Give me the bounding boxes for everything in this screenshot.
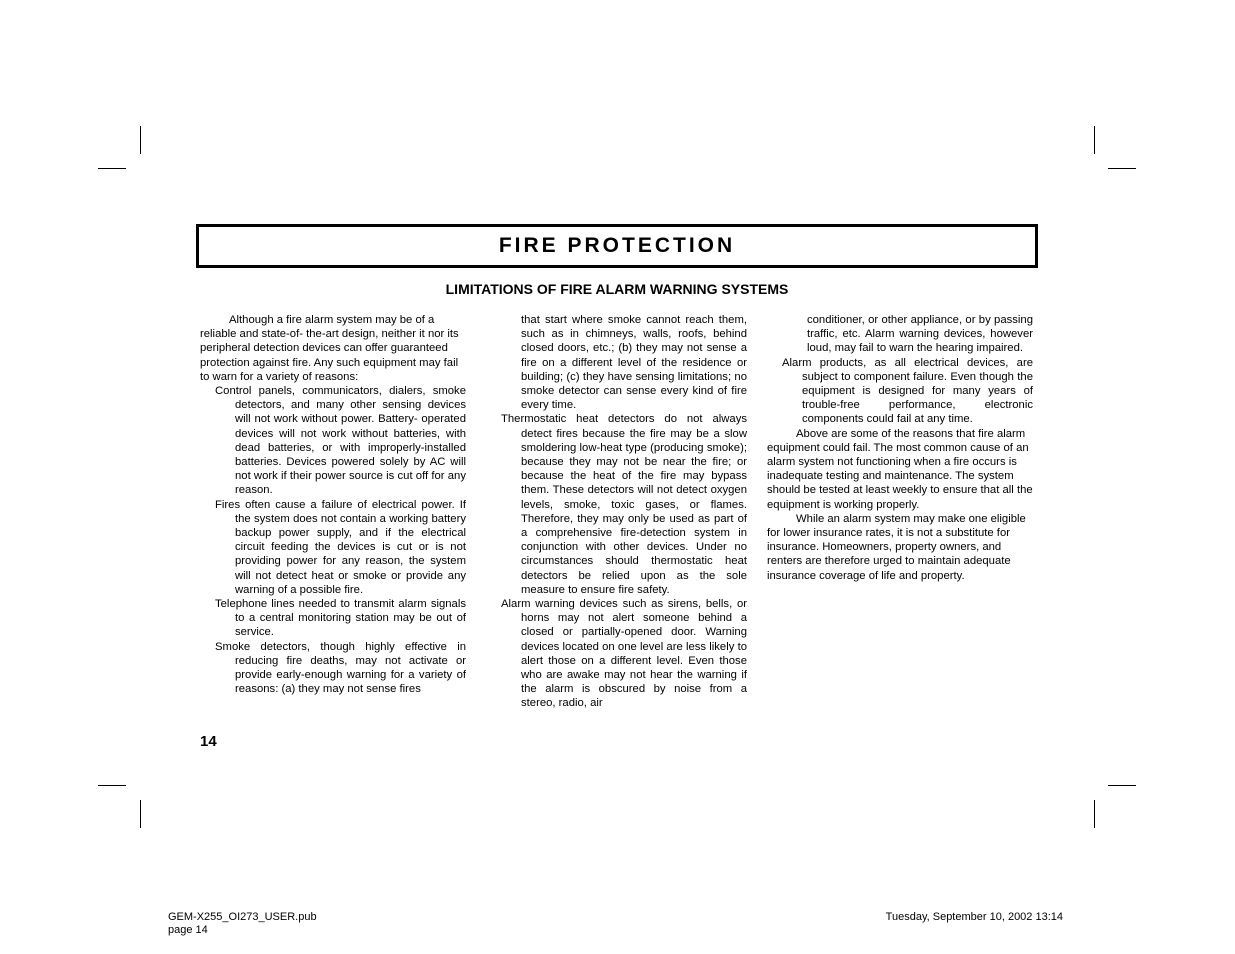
page-number: 14 [200,733,217,750]
crop-mark [140,800,141,828]
list-item: Smoke detectors, though highly effective in reducing fire deaths, may not activate or provide early-enough warning for a variety of reasons: (a) they may not sense fires [215,640,466,696]
crop-mark [98,785,126,786]
page-title: FIRE PROTECTION [498,234,736,257]
text-column-3 [767,313,1033,583]
crop-mark [98,168,126,169]
crop-mark [1108,168,1136,169]
footer-page: page 14 [168,924,208,936]
list-item: Control panels, communicators, dialers, smoke detectors, and many other sensing devices will not work without power. Battery- operated devices will not work without batteries, with dead batteries, or with improperly-installed batteries. Devices powered solely by AC will not work if their power source is cut off for any reason. [215,385,466,497]
list-item: Alarm warning devices such as sirens, bells, or horns may not alert someone behind a closed or partially-opened door. Warning devices located on one level are less likely to alert those on a different level. Even those who are awake may not hear the warning if the alarm is obscured by noise from a stereo, radio, air [501,598,747,710]
list-item: Thermostatic heat detectors do not always detect fires because the fire may be a slow smoldering low-heat type (producing smoke); because they may not be near the fire; or because the heat of the fire may bypass them. These detectors will not detect oxygen levels, smoke, toxic gases, or flames. Therefore, they may only be used as part of a comprehensive fire-detection system in conjunction with other devices. Under no circumstances should thermostatic heat detectors be relied upon as the sole measure to ensure fire safety. [501,413,747,596]
list-item-continuation: conditioner, or other appliance, or by passing traffic, etc. Alarm warning devices, however loud, may fail to warn the hearing impaired. [807,314,1033,355]
crop-mark [1108,785,1136,786]
body-paragraph: Above are some of the reasons that fire alarm equipment could fail. The most common cause of an alarm system not functioning when a fire occurs is inadequate testing and maintenance. The system should be tested at least weekly to ensure that all the equipment is working properly. [767,427,1033,511]
text-column-2 [481,313,747,711]
list-item: Alarm products, as all electrical devices, are subject to component failure. Even though the equipment is designed for many years of trouble-free performance, electronic components could fail at any time. [782,356,1033,426]
list-item: Fires often cause a failure of electrical power. If the system does not contain a working battery backup power supply, and if the electrical circuit feeding the devices is cut or is not providing power for any reason, the system will not detect heat or smoke or provide any warning of a possible fire. [215,498,466,596]
crop-mark [1094,126,1095,154]
page-title-box [196,224,1038,268]
text-column-1 [200,313,466,696]
body-paragraph: While an alarm system may make one eligible for lower insurance rates, it is not a substitute for insurance. Homeowners, property owners, and renters are therefore urged to maintain adequate insurance coverage of life and property. [767,512,1026,582]
crop-mark [140,126,141,154]
footer-timestamp: Tuesday, September 10, 2002 13:14 [885,911,1063,923]
footer-file-info [168,911,317,937]
list-item-continuation: that start where smoke cannot reach them, such as in chimneys, walls, roofs, behind closed doors, etc.; (b) they may not sense a fire on a different level of the residence or building; (c) they have sensing limitations; no smoke detector can sense every kind of fire every time. [521,314,747,412]
list-item: Telephone lines needed to transmit alarm signals to a central monitoring station may be out of service. [215,598,466,639]
footer-filename: GEM-X255_OI273_USER.pub [168,911,317,923]
crop-mark [1094,800,1095,828]
section-subtitle: LIMITATIONS OF FIRE ALARM WARNING SYSTEMS [445,281,789,297]
intro-paragraph: Although a fire alarm system may be of a reliable and state-of- the-art design, neither it nor its peripheral detection devices can offer guaranteed protection against fire. Any such equipment may fail to warn for a variety of reasons: [200,314,459,383]
